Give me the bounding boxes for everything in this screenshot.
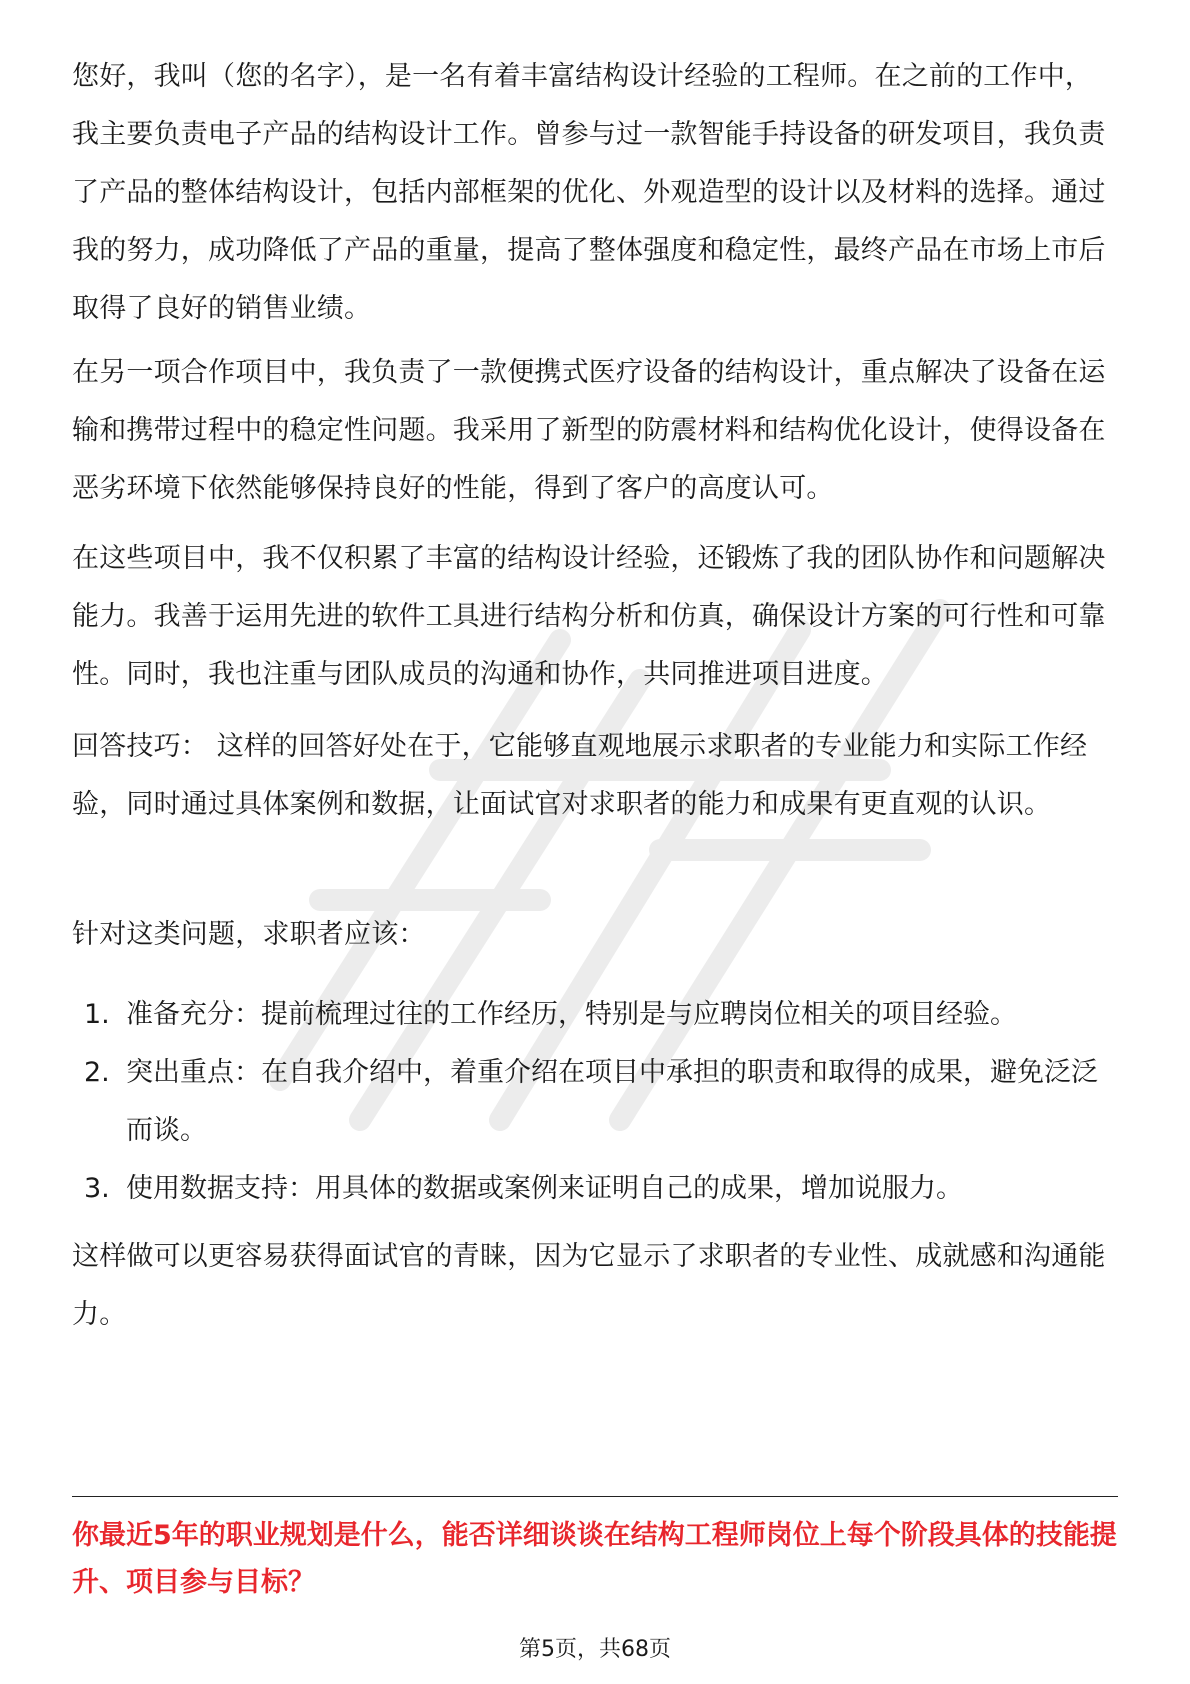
list-text: 突出重点：在自我介绍中，着重介绍在项目中承担的职责和取得的成果，避免泛泛而谈。	[126, 1057, 1098, 1146]
advice-list	[72, 986, 1118, 1218]
list-text: 准备充分：提前梳理过往的工作经历，特别是与应聘岗位相关的项目经验。	[126, 999, 1017, 1030]
paragraph-skills: 在这些项目中，我不仅积累了丰富的结构设计经验，还锻炼了我的团队协作和问题解决能力。我善于运用先进的软件工具进行结构分析和仿真，确保设计方案的可行性和可靠性。同时，我也注重与团队成员的沟通和协作，共同推进项目进度。	[72, 543, 1106, 690]
list-item	[72, 986, 1118, 1044]
list-number: 1.	[84, 999, 110, 1030]
paragraph-project: 在另一项合作项目中，我负责了一款便携式医疗设备的结构设计，重点解决了设备在运输和携带过程中的稳定性问题。我采用了新型的防震材料和结构优化设计，使得设备在恶劣环境下依然能够保持良好的性能，得到了客户的高度认可。	[72, 357, 1106, 504]
next-question-heading: 你最近5年的职业规划是什么，能否详细谈谈在结构工程师岗位上每个阶段具体的技能提升、项目参与目标？	[72, 1520, 1117, 1598]
paragraph-advice-lead: 针对这类问题，求职者应该：	[72, 919, 426, 950]
section-divider	[72, 1496, 1118, 1497]
list-number: 2.	[84, 1057, 110, 1088]
paragraph-closing: 这样做可以更容易获得面试官的青睐，因为它显示了求职者的专业性、成就感和沟通能力。	[72, 1241, 1106, 1330]
list-number: 3.	[84, 1173, 110, 1204]
paragraph-tip: 回答技巧： 这样的回答好处在于，它能够直观地展示求职者的专业能力和实际工作经验，同时通过具体案例和数据，让面试官对求职者的能力和成果有更直观的认识。	[72, 731, 1088, 820]
paragraph-intro: 您好，我叫（您的名字），是一名有着丰富结构设计经验的工程师。在之前的工作中，我主要负责电子产品的结构设计工作。曾参与过一款智能手持设备的研发项目，我负责了产品的整体结构设计，包括内部框架的优化、外观造型的设计以及材料的选择。通过我的努力，成功降低了产品的重量，提高了整体强度和稳定性，最终产品在市场上市后取得了良好的销售业绩。	[72, 61, 1106, 324]
list-item	[72, 1160, 1118, 1218]
page-footer: 第5页，共68页	[519, 1637, 671, 1662]
list-text: 使用数据支持：用具体的数据或案例来证明自己的成果，增加说服力。	[126, 1173, 963, 1204]
list-item	[72, 1044, 1118, 1160]
